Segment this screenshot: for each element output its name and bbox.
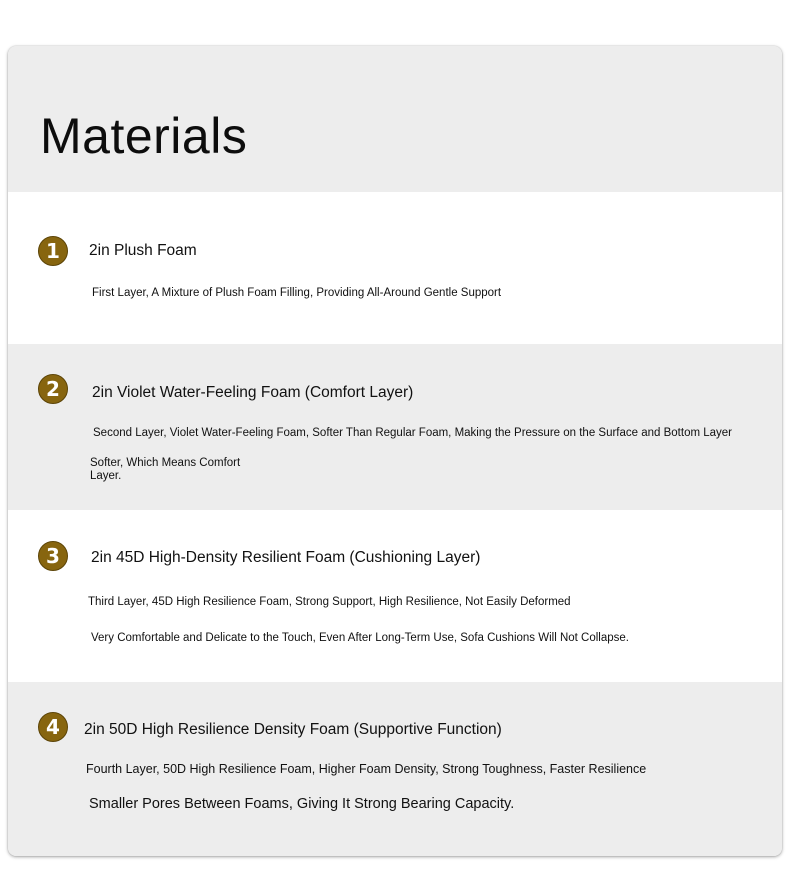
section-description-1: First Layer, A Mixture of Plush Foam Filling, Providing All-Around Gentle Support [92,287,502,299]
section-description-3-line-2: Very Comfortable and Delicate to the Touch, Even After Long-Term Use, Sofa Cushions Will Not Collapse. [91,632,629,644]
section-description-2-line-1: Second Layer, Violet Water-Feeling Foam, Softer Than Regular Foam, Making the Pressure on the Surface and Bottom Layer [93,427,733,439]
material-section-1 [8,192,782,344]
number-badge-1: 1 [38,236,68,266]
section-description-2-line-2: Softer, Which Means Comfort [90,457,241,469]
number-badge-2: 2 [38,374,68,404]
section-description-3-line-1: Third Layer, 45D High Resilience Foam, Strong Support, High Resilience, Not Easily Deformed [88,596,571,608]
section-description-4-line-1: Fourth Layer, 50D High Resilience Foam, Higher Foam Density, Strong Toughness, Faster Resilience [86,762,647,776]
section-heading-2: 2in Violet Water-Feeling Foam (Comfort Layer) [92,384,414,401]
section-description-2-line-3: Layer. [90,470,122,482]
material-section-3 [8,510,782,682]
section-description-4-line-2: Smaller Pores Between Foams, Giving It Strong Bearing Capacity. [89,796,515,812]
section-heading-3: 2in 45D High-Density Resilient Foam (Cushioning Layer) [91,549,481,566]
number-badge-4: 4 [38,712,68,742]
page-title: Materials [40,108,248,164]
section-heading-1: 2in Plush Foam [89,242,197,259]
section-heading-4: 2in 50D High Resilience Density Foam (Supportive Function) [84,721,502,738]
material-section-2 [8,344,782,510]
header [8,46,782,192]
number-badge-3: 3 [38,541,68,571]
material-section-4 [8,682,782,856]
materials-card [8,46,782,856]
